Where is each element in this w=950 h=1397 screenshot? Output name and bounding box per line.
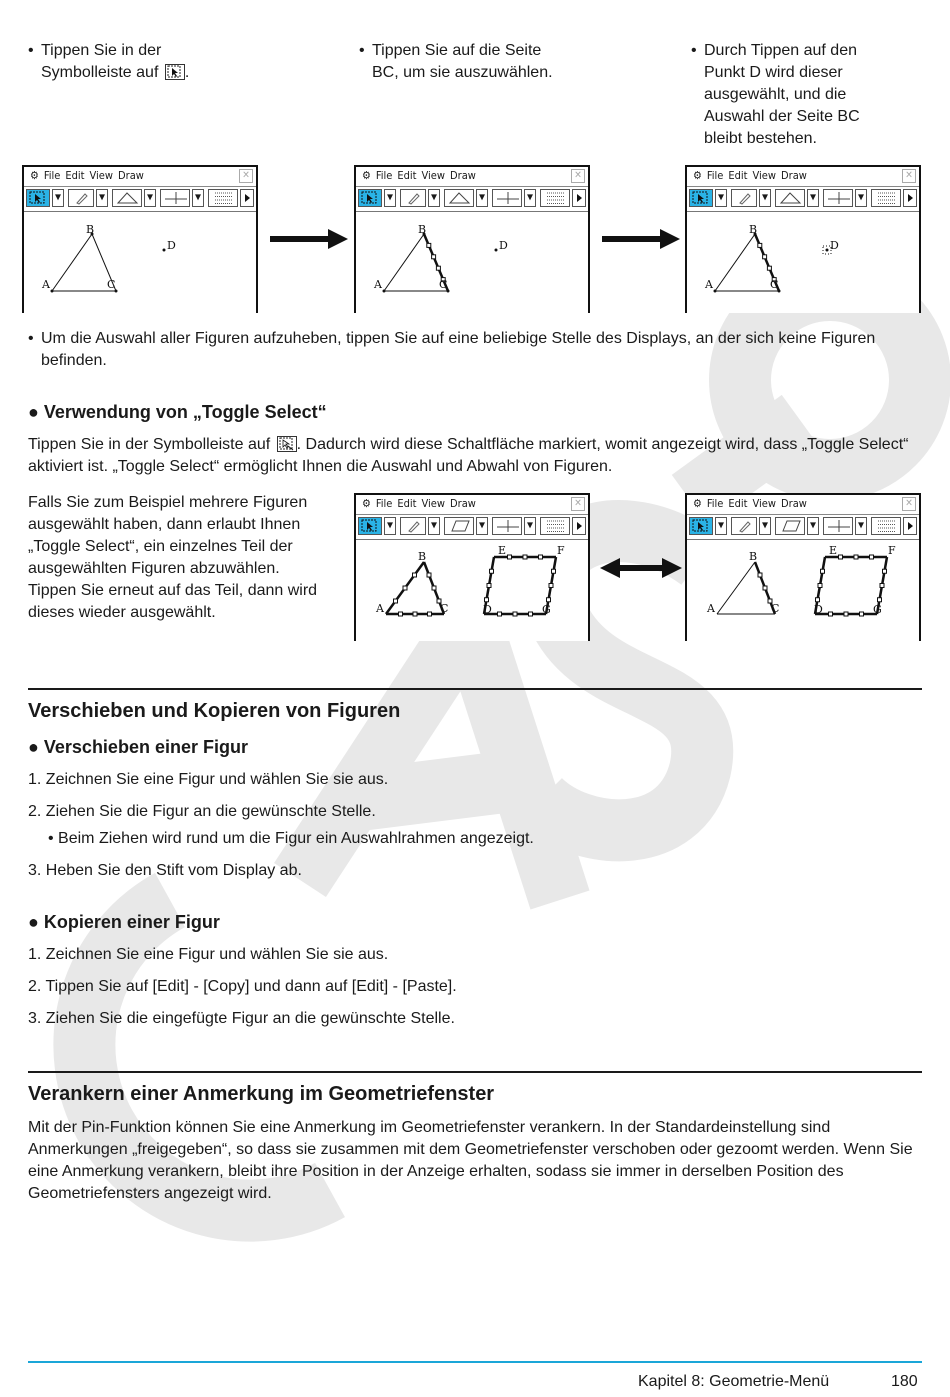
dropdown-arrow[interactable]: ▼ (52, 189, 64, 207)
toolbar (356, 515, 588, 540)
step-1-line-1: Tippen Sie in der (41, 42, 162, 59)
label-a: A (705, 278, 713, 291)
scroll-right-icon[interactable] (572, 517, 586, 535)
selection-handle (839, 555, 843, 559)
label-d: D (814, 603, 823, 616)
selection-handle (854, 555, 858, 559)
side-ab[interactable] (52, 234, 92, 291)
dropdown-arrow[interactable]: ▼ (476, 517, 488, 535)
gear-icon[interactable]: ⚙ (693, 497, 702, 510)
menu-edit[interactable]: Edit (728, 169, 748, 182)
label-c: C (439, 278, 448, 291)
point-d[interactable] (495, 249, 498, 252)
dropdown-arrow[interactable]: ▼ (96, 189, 108, 207)
selection-handle (485, 598, 489, 602)
dropdown-arrow[interactable]: ▼ (759, 189, 771, 207)
select-tool-icon[interactable] (26, 189, 50, 207)
geometry-canvas[interactable] (687, 540, 919, 641)
menu-bar (356, 167, 588, 187)
label-b: B (418, 550, 427, 563)
selection-handle (880, 584, 884, 588)
pen-tool-icon[interactable] (68, 189, 94, 207)
menu-file[interactable]: File (706, 497, 724, 510)
anchor-text: Mit der Pin-Funktion können Sie eine Anmerkung im Geometriefenster verankern. In der Standardeinstellung sind Anmerkungen „freigegeben“, so dass sie zusammen mit dem Geometriefenster verschoben oder gezoomt werden. Wenn Sie eine Anmerkung verankern, bleibt ihre Position in der Anzeige erhalten, sodass sie immer in derselben Position des Geometriefensters angezeigt wird. (28, 1119, 913, 1202)
selection-handle (844, 612, 848, 616)
label-b: B (418, 223, 427, 236)
selection-handle (428, 612, 432, 616)
menu-view[interactable]: View (421, 497, 445, 510)
selection-handle (436, 266, 440, 270)
label-b: B (749, 223, 758, 236)
dropdown-arrow[interactable]: ▼ (428, 189, 440, 207)
menu-file[interactable]: File (375, 169, 393, 182)
selection-handle (878, 598, 882, 602)
gear-icon[interactable]: ⚙ (362, 497, 371, 510)
selection-handle (547, 598, 551, 602)
geometry-canvas[interactable] (356, 212, 588, 313)
bullet-dot: ● (28, 402, 39, 422)
dropdown-arrow[interactable]: ▼ (715, 189, 727, 207)
move-copy-title: Verschieben und Kopieren von Figuren (28, 700, 401, 722)
menu-edit[interactable]: Edit (397, 169, 417, 182)
dropdown-arrow[interactable]: ▼ (192, 189, 204, 207)
dropdown-arrow[interactable]: ▼ (807, 517, 819, 535)
label-f: F (557, 544, 565, 557)
scroll-right-icon[interactable] (903, 517, 917, 535)
copy-heading-text: Kopieren einer Figur (43, 912, 220, 932)
move-step-2-note: • Beim Ziehen wird rund um die Figur ein Auswahlrahmen angezeigt. (48, 830, 534, 847)
calculator-screen-5 (685, 493, 921, 641)
selection-handle (829, 612, 833, 616)
dropdown-arrow[interactable]: ▼ (428, 517, 440, 535)
step-1-suffix: . (184, 64, 190, 81)
menu-bar (24, 167, 256, 187)
selection-handle (870, 555, 874, 559)
pen-tool-icon[interactable] (400, 189, 426, 207)
selection-handle (413, 573, 417, 577)
menu-view[interactable]: View (752, 169, 776, 182)
menu-edit[interactable]: Edit (728, 497, 748, 510)
dropdown-arrow[interactable]: ▼ (715, 517, 727, 535)
selection-handle (490, 569, 494, 573)
menu-bar (356, 495, 588, 515)
menu-draw[interactable]: Draw (781, 497, 807, 510)
point-a[interactable] (51, 290, 54, 293)
label-e: E (829, 544, 838, 557)
deselect-note (28, 328, 924, 372)
point-d[interactable] (163, 249, 166, 252)
dropdown-arrow[interactable]: ▼ (807, 189, 819, 207)
calculator-screen-1 (22, 165, 258, 313)
toolbar (687, 187, 919, 212)
footer-chapter: Kapitel 8: Geometrie-Menü (638, 1373, 830, 1390)
label-c: C (107, 278, 116, 291)
selection-handle (821, 569, 825, 573)
parallelogram-tool-icon[interactable] (775, 517, 805, 535)
copy-step-2: 2. Tippen Sie auf [Edit] - [Copy] und dann auf [Edit] - [Paste]. (28, 978, 457, 995)
gear-icon[interactable]: ⚙ (362, 169, 371, 182)
perpendicular-tool-icon[interactable] (492, 517, 522, 535)
double-arrow-icon (600, 557, 682, 579)
label-c: C (770, 278, 779, 291)
move-step-3: 3. Heben Sie den Stift vom Display ab. (28, 862, 302, 879)
step-3-line-2: Punkt D wird dieser (704, 64, 843, 81)
label-a: A (707, 602, 715, 615)
calculator-screen-3 (685, 165, 921, 313)
selection-handle (523, 555, 527, 559)
menu-edit[interactable]: Edit (65, 169, 85, 182)
dropdown-arrow[interactable]: ▼ (855, 189, 867, 207)
close-icon[interactable]: ✕ (571, 497, 585, 511)
right-arrow-icon (600, 228, 682, 250)
menu-file[interactable]: File (375, 497, 393, 510)
label-c: C (440, 602, 449, 615)
label-b: B (86, 223, 95, 236)
menu-draw[interactable]: Draw (450, 169, 476, 182)
step-3-line-3: ausgewählt, und die (704, 86, 847, 103)
select-tool-icon[interactable] (358, 517, 382, 535)
bullet-dot: ● (28, 912, 39, 932)
label-a: A (374, 278, 382, 291)
selection-handle (399, 612, 403, 616)
menu-draw[interactable]: Draw (450, 497, 476, 510)
selection-handle (818, 584, 822, 588)
side-ab[interactable] (715, 234, 755, 291)
step-3-text (691, 40, 950, 150)
selection-handle (508, 555, 512, 559)
toolbar (687, 515, 919, 540)
dropdown-arrow[interactable]: ▼ (476, 189, 488, 207)
bullet-dot: ● (28, 737, 39, 757)
dropdown-arrow[interactable]: ▼ (524, 189, 536, 207)
side-ab[interactable] (717, 562, 755, 614)
label-f: F (888, 544, 896, 557)
menu-edit[interactable]: Edit (397, 497, 417, 510)
scroll-right-icon[interactable] (903, 189, 917, 207)
selection-handle (816, 598, 820, 602)
toggle-heading-text: Verwendung von „Toggle Select“ (43, 402, 327, 422)
point-a[interactable] (383, 290, 386, 293)
dropdown-arrow[interactable]: ▼ (855, 517, 867, 535)
select-tool-icon[interactable] (358, 189, 382, 207)
grid-tool-icon[interactable] (208, 189, 238, 207)
menu-bar (687, 495, 919, 515)
pen-tool-icon[interactable] (731, 189, 757, 207)
menu-view[interactable]: View (89, 169, 113, 182)
copy-step-3: 3. Ziehen Sie die eingefügte Figur an die gewünschte Stelle. (28, 1010, 455, 1027)
label-b: B (749, 550, 758, 563)
section-divider (28, 1071, 922, 1073)
grid-tool-icon[interactable] (540, 189, 570, 207)
selection-handle (413, 612, 417, 616)
pen-tool-icon[interactable] (400, 517, 426, 535)
toggle-heading (28, 401, 327, 423)
label-d: D (830, 239, 839, 252)
label-a: A (376, 602, 384, 615)
geometry-canvas[interactable] (24, 212, 256, 313)
scroll-right-icon[interactable] (572, 189, 586, 207)
section-divider (28, 688, 922, 690)
select-tool-icon (165, 64, 185, 80)
menu-bar (687, 167, 919, 187)
selection-handle (513, 612, 517, 616)
selection-handle (427, 243, 431, 247)
menu-draw[interactable]: Draw (781, 169, 807, 182)
toolbar (356, 187, 588, 212)
step-1-line-2: Symbolleiste auf (41, 64, 159, 81)
perpendicular-tool-icon[interactable] (823, 189, 853, 207)
label-d: D (483, 603, 492, 616)
selection-handle (432, 586, 436, 590)
move-step-2: 2. Ziehen Sie die Figur an die gewünschte Stelle. (28, 803, 376, 820)
calculator-screen-4 (354, 493, 590, 641)
grid-tool-icon[interactable] (540, 517, 570, 535)
label-g: G (873, 603, 882, 616)
selection-handle (529, 612, 533, 616)
label-g: G (542, 603, 551, 616)
selection-handle (427, 573, 431, 577)
toolbar (24, 187, 256, 212)
move-heading-text: Verschieben einer Figur (43, 737, 248, 757)
triangle-tool-icon[interactable] (775, 189, 805, 207)
move-heading (28, 736, 248, 758)
selection-handle (487, 584, 491, 588)
page-number: 180 (891, 1373, 918, 1390)
selection-handle (539, 555, 543, 559)
right-arrow-icon (268, 228, 350, 250)
parallelogram-tool-icon[interactable] (444, 517, 474, 535)
label-a: A (42, 278, 50, 291)
selection-handle (758, 243, 762, 247)
menu-file[interactable]: File (43, 169, 61, 182)
selection-handle (860, 612, 864, 616)
selection-handle (758, 573, 762, 577)
dropdown-arrow[interactable]: ▼ (384, 517, 396, 535)
label-d: D (499, 239, 508, 252)
grid-tool-icon[interactable] (871, 517, 901, 535)
select-tool-icon[interactable] (689, 189, 713, 207)
selection-handle (883, 569, 887, 573)
toggle-example: Falls Sie zum Beispiel mehrere Figuren ausgewählt haben, dann erlaubt Ihnen „Toggle Select“, ein einzelnes Teil der ausgewählten Figuren abzuwählen. Tippen Sie erneut auf das Teil, dann wird dieses wieder ausgewählt. (28, 494, 318, 621)
triangle-tool-icon[interactable] (444, 189, 474, 207)
selection-handle (763, 586, 767, 590)
label-c: C (771, 602, 780, 615)
perpendicular-tool-icon[interactable] (160, 189, 190, 207)
geometry-canvas[interactable] (687, 212, 919, 313)
label-e: E (498, 544, 507, 557)
perpendicular-tool-icon[interactable] (823, 517, 853, 535)
selection-handle (763, 255, 767, 259)
dropdown-arrow[interactable]: ▼ (759, 517, 771, 535)
toggle-para-part2: . Dadurch wird diese Schaltfläche markiert, womit angezeigt wird, dass „Toggle Select“ aktiviert ist. „Toggle Select“ ermöglicht Ihnen die Auswahl und Abwahl von Figuren. (28, 436, 909, 475)
gear-icon[interactable]: ⚙ (30, 169, 39, 182)
footer-rule (28, 1361, 922, 1363)
close-icon[interactable]: ✕ (571, 169, 585, 183)
menu-view[interactable]: View (752, 497, 776, 510)
selection-handle (403, 586, 407, 590)
point-d[interactable] (826, 249, 829, 252)
side-ab[interactable] (384, 234, 424, 291)
copy-step-1: 1. Zeichnen Sie eine Figur und wählen Sie sie aus. (28, 946, 389, 963)
selection-handle (549, 584, 553, 588)
menu-file[interactable]: File (706, 169, 724, 182)
anchor-title: Verankern einer Anmerkung im Geometriefenster (28, 1083, 495, 1105)
step-2-text (359, 40, 659, 84)
step-2-line-1: Tippen Sie auf die Seite (372, 42, 542, 59)
step-3-line-5: bleibt bestehen. (704, 130, 817, 147)
grid-tool-icon[interactable] (871, 189, 901, 207)
geometry-canvas[interactable] (356, 540, 588, 641)
selection-handle (552, 569, 556, 573)
gear-icon[interactable]: ⚙ (693, 169, 702, 182)
step-1-text (28, 40, 328, 84)
dropdown-arrow[interactable]: ▼ (524, 517, 536, 535)
dropdown-arrow[interactable]: ▼ (384, 189, 396, 207)
label-d: D (167, 239, 176, 252)
selection-handle (432, 255, 436, 259)
selection-handle (767, 266, 771, 270)
select-tool-icon[interactable] (689, 517, 713, 535)
copy-heading (28, 911, 220, 933)
step-3-line-1: Durch Tippen auf den (704, 42, 857, 59)
calculator-screen-2 (354, 165, 590, 313)
close-icon[interactable]: ✕ (239, 169, 253, 183)
toggle-select-icon (277, 436, 297, 452)
perpendicular-tool-icon[interactable] (492, 189, 522, 207)
triangle-tool-icon[interactable] (112, 189, 142, 207)
deselect-note-text: • Um die Auswahl aller Figuren aufzuheben, tippen Sie auf eine beliebige Stelle des Displays, an der sich keine Figuren befinden. (28, 328, 924, 372)
pen-tool-icon[interactable] (731, 517, 757, 535)
move-step-1: 1. Zeichnen Sie eine Figur und wählen Sie sie aus. (28, 771, 389, 788)
dropdown-arrow[interactable]: ▼ (144, 189, 156, 207)
step-2-line-2: BC, um sie auszuwählen. (372, 64, 553, 81)
close-icon[interactable]: ✕ (902, 497, 916, 511)
toggle-para-part1: Tippen Sie in der Symbolleiste auf (28, 436, 271, 453)
step-3-line-4: Auswahl der Seite BC (704, 108, 860, 125)
selection-handle (498, 612, 502, 616)
point-a[interactable] (714, 290, 717, 293)
close-icon[interactable]: ✕ (902, 169, 916, 183)
toggle-paragraph (28, 434, 924, 478)
scroll-right-icon[interactable] (240, 189, 254, 207)
menu-view[interactable]: View (421, 169, 445, 182)
menu-draw[interactable]: Draw (118, 169, 144, 182)
selection-handle (394, 599, 398, 603)
